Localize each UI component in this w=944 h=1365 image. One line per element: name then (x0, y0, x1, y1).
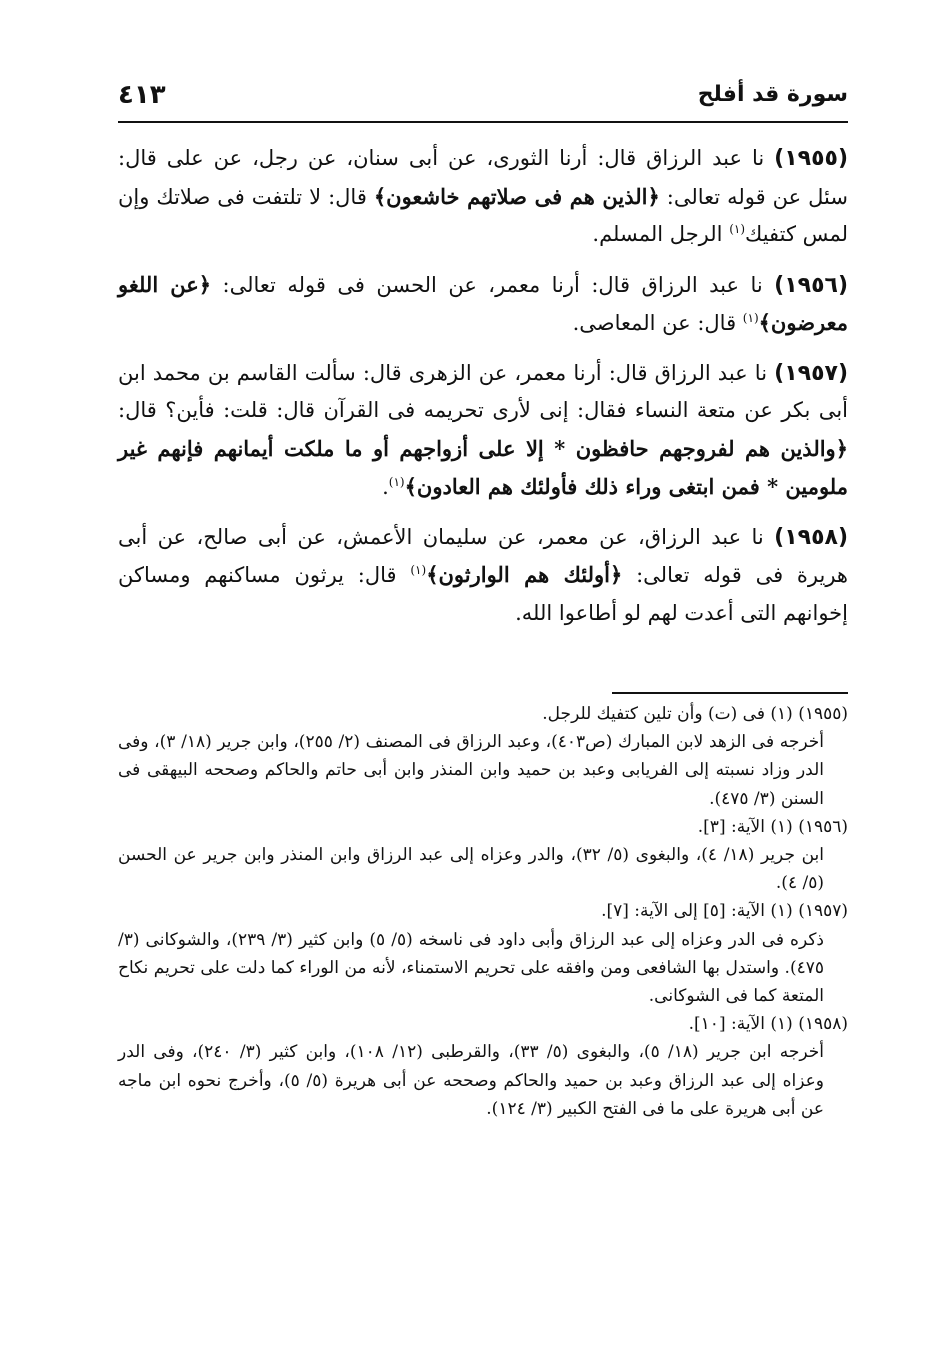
hadith-text: نا عبد الرزاق قال: أرنا معمر، عن الحسن فى قوله تعالى: (211, 272, 775, 297)
hadith-1956 (118, 266, 848, 343)
footnote-body: أخرجه فى الزهد لابن المبارك (ص٤٠٣)، وعبد الرزاق فى المصنف (٢/ ٢٥٥)، وابن جرير (١٨/ ٣)، وفى الدر وزاد نسبته إلى الفريابى وعبد بن حميد وابن المنذر وابن أبى حاتم والحاكم وصححه البيهقى فى السنن (٣/ ٤٧٥). (118, 732, 824, 809)
header-rule (118, 121, 848, 123)
hadith-text: نا عبد الرزاق قال: أرنا معمر، عن الزهرى قال: سألت القاسم بن محمد ابن أبى بكر عن متعة النساء فقال: إنى لأرى تحريمه فى القرآن قال: قلت: فأين؟ قال: (118, 360, 848, 422)
page-number: ٤١٣ (118, 80, 166, 110)
hadith-text: قال: عن المعاصى. (572, 311, 743, 335)
footnote-marker: (١) (729, 222, 746, 236)
surah-title: سورة قد أفلح (697, 82, 848, 107)
hadith-text: قال: لا تلتفت فى صلاتك وإن لمس كتفيك (118, 184, 848, 246)
hadith-number: (١٩٥٧) (774, 360, 848, 386)
hadith-number: (١٩٥٨) (774, 524, 848, 550)
quran-verse: ﴿الذين هم فى صلاتهم خاشعون﴾ (373, 183, 660, 209)
footnote-body: ذكره فى الدر وعزاه إلى عبد الرزاق وأبى داود فى ناسخه (٥/ ٥) وابن كثير (٣/ ٢٣٩)، والشوكانى (٣/ ٤٧٥). واستدل بها الشافعى ومن وافقه على تحريم الاستمناء، لأنه من الوراء كما دلت على تحريم نكاح المتعة كما فى الشوكانى. (118, 929, 824, 1007)
hadith-1955 (118, 140, 848, 254)
hadith-text: نا عبد الرزاق قال: أرنا الثورى، عن أبى سنان، عن رجل، عن على قال: سئل عن قوله تعالى: (118, 146, 848, 209)
footnote-body: أخرجه ابن جرير (١٨/ ٥)، والبغوى (٥/ ٣٣)، والقرطبى (١٢/ ١٠٨)، وابن كثير (٣/ ٢٤٠)، وفى الدر وعزاه إلى عبد الرزاق وعبد بن حميد والحاكم وصححه عن أبى هريرة (٥/ ٥)، وأخرج نحوه ابن ماجه عن أبى هريرة على ما فى الفتح الكبير (٣/ ١٢٤). (118, 1042, 824, 1119)
footnotes (118, 700, 848, 1123)
footnote-rule (612, 692, 848, 694)
hadith-1957 (118, 355, 848, 507)
footnote-marker: (١) (388, 475, 405, 489)
quran-verse: ﴿أولئك هم الوارثون﴾ (426, 562, 623, 587)
main-text (118, 140, 848, 644)
hadith-1958 (118, 519, 848, 633)
hadith-text: . (382, 475, 389, 499)
quran-verse: ﴿والذين هم لفروجهم حافظون * إلا على أزواجهم أو ما ملكت أيمانهم فإنهم غير ملومين * فمن ابتغى وراء ذلك فأولئك هم العادون﴾ (118, 435, 848, 499)
hadith-number: (١٩٥٦) (774, 272, 849, 298)
footnote-body: ابن جرير (١٨/ ٤)، والبغوى (٥/ ٣٢)، والدر وعزاه إلى عبد الرزاق وابن المنذر وابن جرير عن الحسن (٥/ ٤). (118, 845, 824, 894)
footnote-head: (١٩٥٨) (١) الآية: [١٠]. (688, 1014, 848, 1035)
page-header (118, 78, 848, 118)
hadith-number: (١٩٥٥) (774, 146, 848, 171)
hadith-text: نا عبد الرزاق، عن معمر، عن سليمان الأعمش، عن أبى صالح، عن أبى هريرة فى قوله تعالى: (118, 524, 848, 587)
footnote-marker: (١) (742, 311, 759, 325)
hadith-text: الرجل المسلم. (592, 222, 730, 246)
footnote-marker: (١) (410, 563, 427, 577)
footnote-head: (١٩٥٥) (١) فى (ت) وأن تلين كتفيك للرجل. (542, 704, 848, 724)
hadith-text: قال: يرثون مساكنهم ومساكن إخوانهم التى أعدت لهم لو أطاعوا الله. (118, 563, 848, 625)
footnote-head: (١٩٥٧) (١) الآية: [٥] إلى الآية: [٧]. (601, 901, 848, 922)
quran-verse: ﴿عن اللغو معرضون﴾ (118, 271, 848, 335)
footnote-head: (١٩٥٦) (١) الآية: [٣]. (697, 816, 848, 837)
